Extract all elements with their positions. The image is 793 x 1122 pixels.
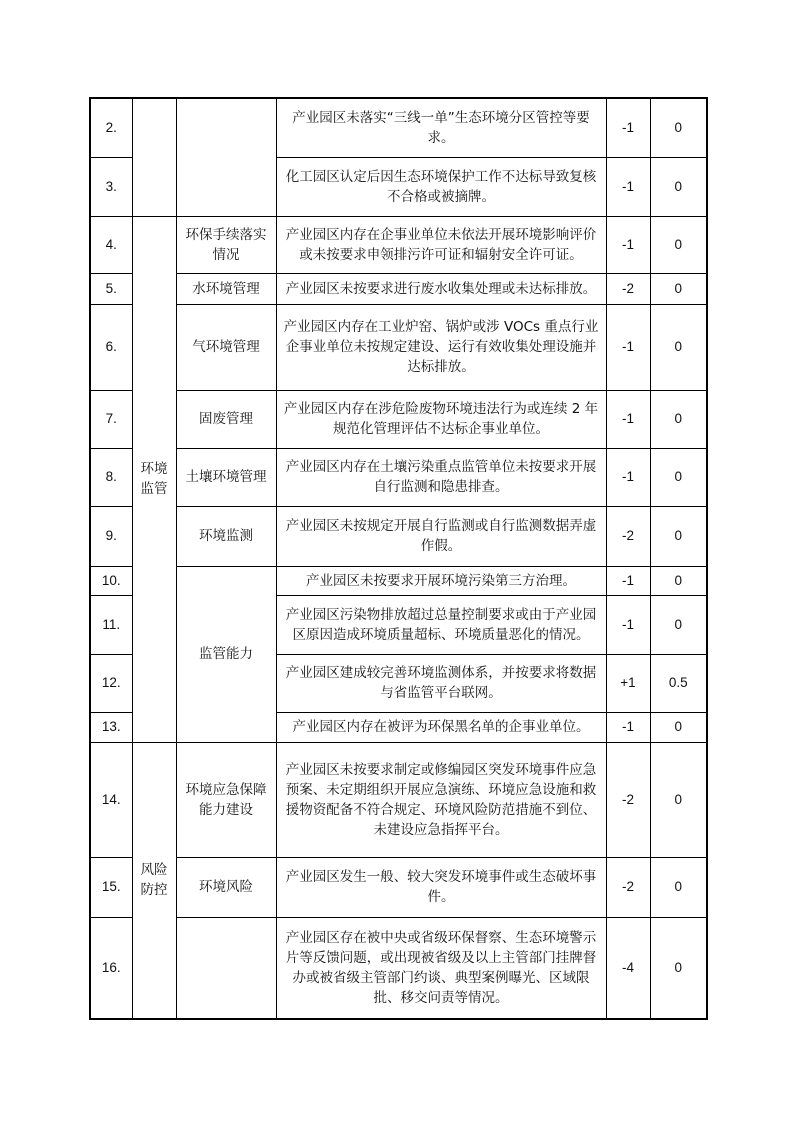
score-value: -1 — [606, 448, 650, 506]
criterion-text: 产业园区未按规定开展自行监测或自行监测数据弄虚作假。 — [276, 506, 606, 566]
table-row — [90, 742, 707, 857]
score-value: -1 — [606, 390, 650, 448]
subcategory-solid-waste: 固废管理 — [176, 390, 276, 448]
criterion-text: 产业园区未按要求开展环境污染第三方治理。 — [276, 566, 606, 595]
points-value: 0 — [650, 157, 707, 216]
points-value: 0 — [650, 273, 707, 304]
subcategory-procedures: 环保手续落实情况 — [176, 216, 276, 273]
table-row — [90, 506, 707, 566]
category-cell-empty — [132, 98, 176, 216]
subcategory-soil: 土壤环境管理 — [176, 448, 276, 506]
score-value: -2 — [606, 742, 650, 857]
score-value: -2 — [606, 273, 650, 304]
table-row — [90, 917, 707, 1019]
points-value: 0 — [650, 216, 707, 273]
criterion-text: 产业园区内存在工业炉窑、锅炉或涉 VOCs 重点行业企事业单位未按规定建设、运行有效收集处理设施并达标排放。 — [276, 304, 606, 390]
score-value: +1 — [606, 654, 650, 712]
criterion-text: 产业园区发生一般、较大突发环境事件或生态破坏事件。 — [276, 857, 606, 917]
score-value: -4 — [606, 917, 650, 1019]
subcategory-risk: 环境风险 — [176, 857, 276, 917]
score-value: -1 — [606, 712, 650, 742]
row-number: 7. — [90, 390, 132, 448]
points-value: 0 — [650, 390, 707, 448]
row-number: 3. — [90, 157, 132, 216]
row-number: 6. — [90, 304, 132, 390]
subcategory-capacity: 监管能力 — [176, 566, 276, 742]
scoring-table — [89, 97, 708, 1020]
row-number: 4. — [90, 216, 132, 273]
points-value: 0.5 — [650, 654, 707, 712]
table-row — [90, 98, 707, 157]
table-row — [90, 273, 707, 304]
row-number: 13. — [90, 712, 132, 742]
table-row — [90, 304, 707, 390]
points-value: 0 — [650, 917, 707, 1019]
subcategory-cell-empty — [176, 98, 276, 216]
row-number: 9. — [90, 506, 132, 566]
subcategory-cell-empty — [176, 917, 276, 1019]
subcategory-air: 气环境管理 — [176, 304, 276, 390]
points-value: 0 — [650, 742, 707, 857]
points-value: 0 — [650, 448, 707, 506]
points-value: 0 — [650, 506, 707, 566]
criterion-text: 产业园区存在被中央或省级环保督察、生态环境警示片等反馈问题，或出现被省级及以上主管部门挂牌督办或被省级主管部门约谈、典型案例曝光、区域限批、移交问责等情况。 — [276, 917, 606, 1019]
points-value: 0 — [650, 98, 707, 157]
score-value: -2 — [606, 506, 650, 566]
row-number: 2. — [90, 98, 132, 157]
points-value: 0 — [650, 857, 707, 917]
row-number: 10. — [90, 566, 132, 595]
row-number: 14. — [90, 742, 132, 857]
table-row — [90, 448, 707, 506]
criterion-text: 化工园区认定后因生态环境保护工作不达标导致复核不合格或被摘牌。 — [276, 157, 606, 216]
score-value: -2 — [606, 857, 650, 917]
criterion-text: 产业园区建成较完善环境监测体系，并按要求将数据与省监管平台联网。 — [276, 654, 606, 712]
subcategory-water: 水环境管理 — [176, 273, 276, 304]
points-value: 0 — [650, 712, 707, 742]
criterion-text: 产业园区未按要求制定或修编园区突发环境事件应急预案、未定期组织开展应急演练、环境应急设施和救援物资配备不符合规定、环境风险防范措施不到位、未建设应急指挥平台。 — [276, 742, 606, 857]
row-number: 11. — [90, 595, 132, 654]
score-value: -1 — [606, 98, 650, 157]
subcategory-monitoring: 环境监测 — [176, 506, 276, 566]
score-value: -1 — [606, 566, 650, 595]
score-value: -1 — [606, 216, 650, 273]
criterion-text: 产业园区未落实“三线一单”生态环境分区管控等要求。 — [276, 98, 606, 157]
table-row — [90, 566, 707, 595]
criterion-text: 产业园区内存在土壤污染重点监管单位未按要求开展自行监测和隐患排查。 — [276, 448, 606, 506]
criterion-text: 产业园区内存在涉危险废物环境违法行为或连续 2 年规范化管理评估不达标企事业单位。 — [276, 390, 606, 448]
points-value: 0 — [650, 595, 707, 654]
category-risk-control: 风险防控 — [132, 742, 176, 1019]
criterion-text: 产业园区内存在被评为环保黑名单的企事业单位。 — [276, 712, 606, 742]
criterion-text: 产业园区内存在企事业单位未依法开展环境影响评价或未按要求申领排污许可证和辐射安全许可证。 — [276, 216, 606, 273]
row-number: 15. — [90, 857, 132, 917]
table-row — [90, 390, 707, 448]
score-value: -1 — [606, 157, 650, 216]
subcategory-emergency: 环境应急保障能力建设 — [176, 742, 276, 857]
criterion-text: 产业园区未按要求进行废水收集处理或未达标排放。 — [276, 273, 606, 304]
row-number: 5. — [90, 273, 132, 304]
category-env-supervision: 环境监管 — [132, 216, 176, 742]
table-row — [90, 857, 707, 917]
points-value: 0 — [650, 566, 707, 595]
score-value: -1 — [606, 304, 650, 390]
criterion-text: 产业园区污染物排放超过总量控制要求或由于产业园区原因造成环境质量超标、环境质量恶化的情况。 — [276, 595, 606, 654]
row-number: 12. — [90, 654, 132, 712]
row-number: 8. — [90, 448, 132, 506]
points-value: 0 — [650, 304, 707, 390]
table-row — [90, 216, 707, 273]
score-value: -1 — [606, 595, 650, 654]
row-number: 16. — [90, 917, 132, 1019]
